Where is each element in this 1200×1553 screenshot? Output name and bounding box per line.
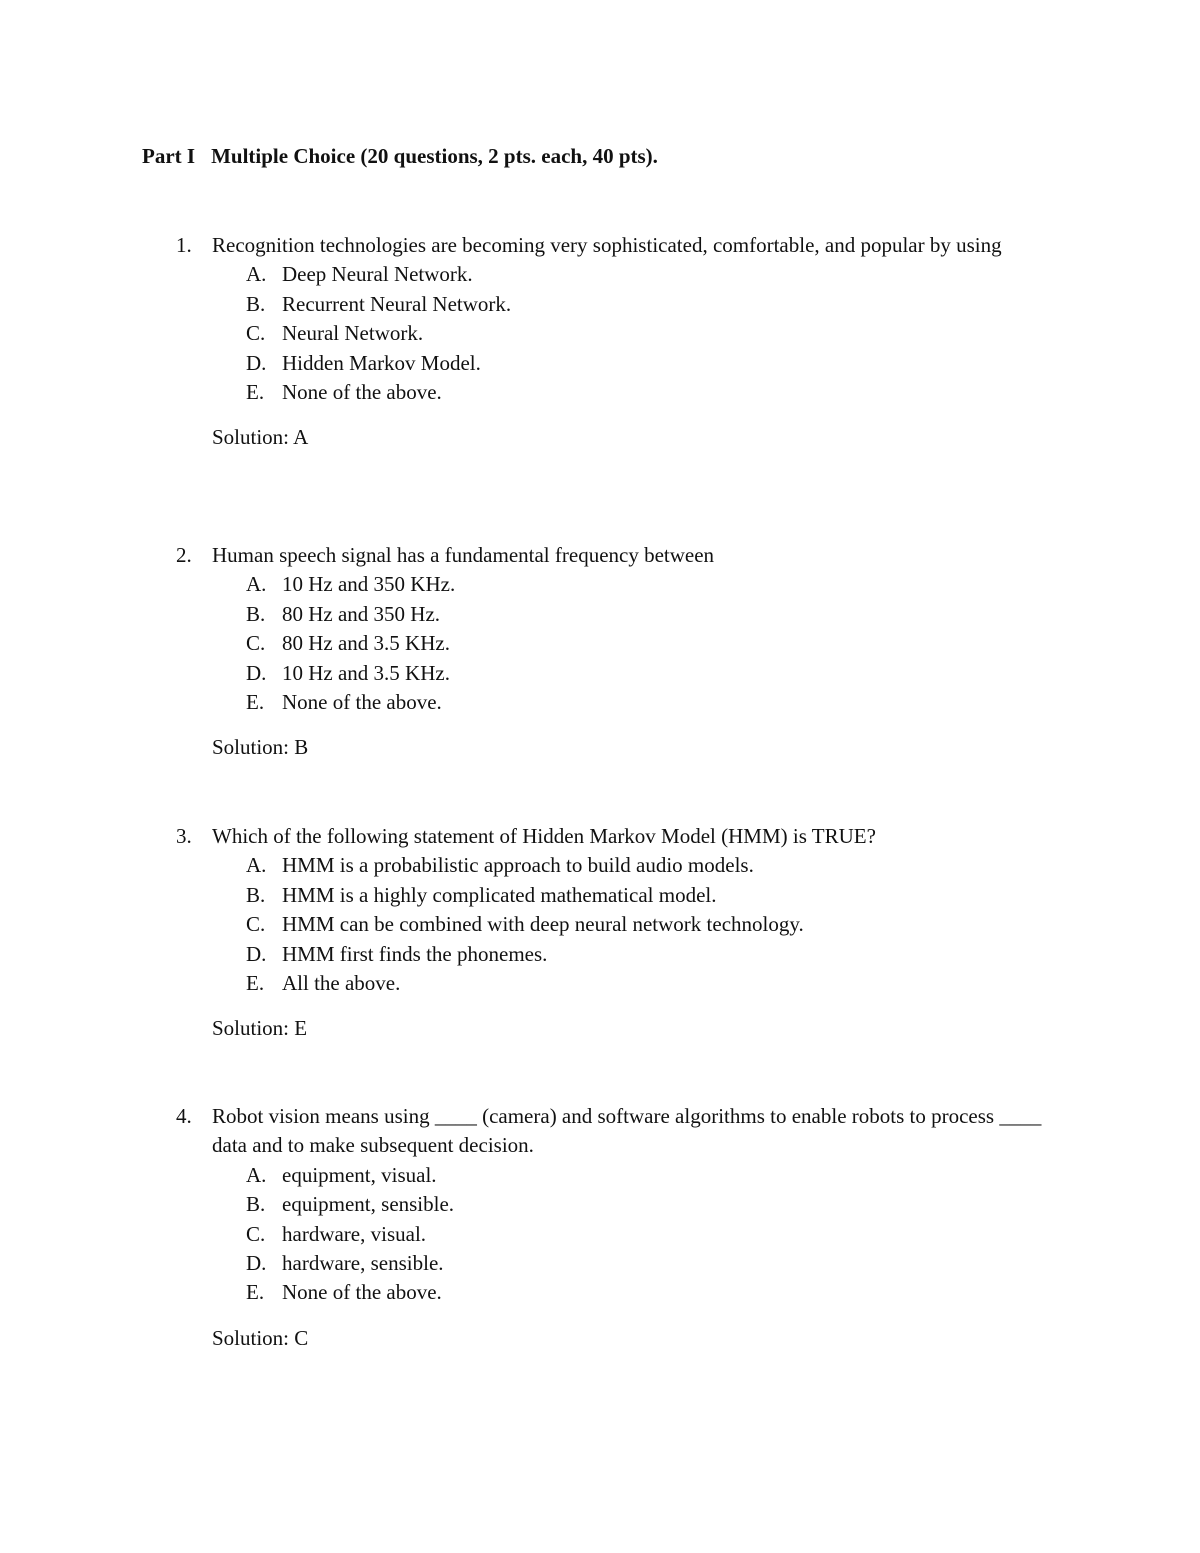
question-3 [176,822,1056,1044]
option-text: HMM can be combined with deep neural network technology. [282,912,804,937]
option-letter: E. [246,1280,265,1305]
option-letter: B. [246,291,266,316]
part-title: Multiple Choice (20 questions, 2 pts. each, 40 pts). [211,144,658,168]
question-4 [176,1102,1056,1353]
option-letter: D. [246,1251,267,1276]
option-b [246,600,1056,629]
option-c [246,319,1056,348]
option-letter: D. [246,660,267,685]
options-list [176,260,1056,407]
option-d [246,349,1056,378]
option-text: Deep Neural Network. [282,262,473,287]
option-text: All the above. [282,971,401,996]
option-letter: B. [246,601,266,626]
option-e [246,378,1056,407]
option-a [246,851,1056,880]
option-text: Hidden Markov Model. [282,350,481,375]
option-e [246,969,1056,998]
option-e [246,688,1056,717]
option-d [246,940,1056,969]
option-text: hardware, visual. [282,1221,427,1246]
question-1 [176,231,1056,453]
option-letter: D. [246,350,267,375]
question-text: Which of the following statement of Hidden Markov Model (HMM) is TRUE? [212,824,876,848]
option-b [246,1190,1056,1219]
option-text: hardware, sensible. [282,1251,444,1276]
option-c [246,629,1056,658]
question-number: 3. [176,824,192,848]
option-b [246,290,1056,319]
part-heading [142,142,658,171]
option-text: HMM is a highly complicated mathematical model. [282,882,717,907]
option-text: 10 Hz and 3.5 KHz. [282,660,450,685]
option-letter: C. [246,631,266,656]
question-number: 1. [176,233,192,257]
option-a [246,260,1056,289]
options-list [176,1161,1056,1308]
option-text: HMM first finds the phonemes. [282,941,548,966]
question-2 [176,541,1056,763]
solution: Solution: C [212,1325,309,1350]
option-letter: B. [246,882,266,907]
option-letter: A. [246,572,267,597]
option-e [246,1278,1056,1307]
question-text: Robot vision means using ____ (camera) and software algorithms to enable robots to process ____ data and to make subsequent decision. [212,1104,1042,1158]
option-letter: A. [246,853,267,878]
option-letter: A. [246,262,267,287]
options-list [176,851,1056,998]
option-a [246,570,1056,599]
option-letter: B. [246,1192,266,1217]
option-text: equipment, visual. [282,1162,437,1187]
option-text: 80 Hz and 350 Hz. [282,601,441,626]
option-letter: C. [246,321,266,346]
option-letter: D. [246,941,267,966]
option-text: None of the above. [282,1280,442,1305]
option-text: HMM is a probabilistic approach to build audio models. [282,853,754,878]
option-text: Neural Network. [282,321,424,346]
option-text: Recurrent Neural Network. [282,291,512,316]
option-text: None of the above. [282,690,442,715]
options-list [176,570,1056,717]
question-number: 4. [176,1104,192,1128]
part-label: Part I [142,144,196,168]
option-d [246,659,1056,688]
option-text: equipment, sensible. [282,1192,455,1217]
question-text: Recognition technologies are becoming very sophisticated, comfortable, and popular by using [212,233,1002,257]
solution: Solution: E [212,1016,308,1041]
question-number: 2. [176,543,192,567]
option-letter: C. [246,912,266,937]
option-letter: C. [246,1221,266,1246]
solution: Solution: A [212,425,309,450]
option-b [246,881,1056,910]
option-a [246,1161,1056,1190]
option-letter: A. [246,1162,267,1187]
option-text: 10 Hz and 350 KHz. [282,572,456,597]
option-c [246,910,1056,939]
option-c [246,1220,1056,1249]
option-text: 80 Hz and 3.5 KHz. [282,631,450,656]
option-d [246,1249,1056,1278]
option-letter: E. [246,971,265,996]
option-text: None of the above. [282,380,442,405]
option-letter: E. [246,690,265,715]
question-text: Human speech signal has a fundamental frequency between [212,543,715,567]
solution: Solution: B [212,735,309,760]
option-letter: E. [246,380,265,405]
